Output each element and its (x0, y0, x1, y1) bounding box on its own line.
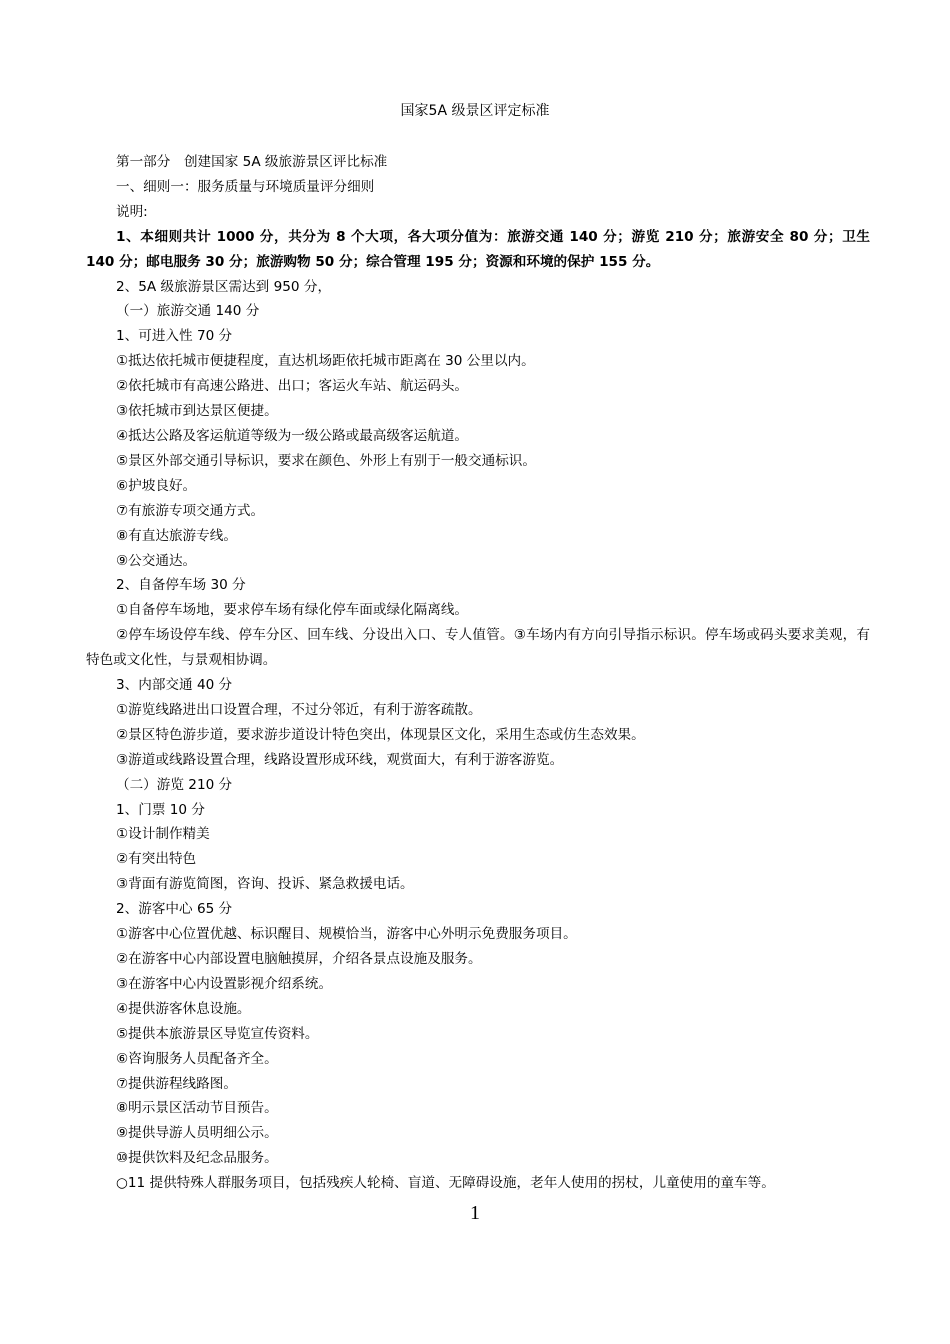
list-item-wrapped: ②停车场设停车线、停车分区、回车线、分设出入口、专人值管。③车场内有方向引导指示标识。停车场或码头要求美观，有特色或文化性，与景观相协调。 (86, 627, 870, 669)
note-label: 说明: (116, 203, 148, 220)
list-item: ⑥护坡良好。 (116, 477, 197, 494)
list-item: ⑧明示景区活动节目预告。 (116, 1100, 278, 1117)
list-item: ④抵达公路及客运航道等级为一级公路或最高级客运航道。 (116, 427, 469, 444)
list-item: ⑩提供饮料及纪念品服务。 (116, 1150, 278, 1167)
list-item: ⑤景区外部交通引导标识，要求在颜色、外形上有别于一般交通标识。 (116, 452, 536, 469)
list-item: ⑦有旅游专项交通方式。 (116, 502, 265, 519)
list-item: ①抵达依托城市便捷程度，直达机场距依托城市距离在 30 公里以内。 (116, 353, 535, 370)
section-heading: 一、细则一：服务质量与环境质量评分细则 (116, 178, 375, 195)
list-item: ④提供游客休息设施。 (116, 1000, 251, 1017)
page-number: 1 (470, 1202, 480, 1224)
list-item: ⑨提供导游人员明细公示。 (116, 1125, 278, 1142)
subheading-ticket: 1、门票 10 分 (116, 801, 205, 818)
page-title: 国家5A 级景区评定标准 (400, 103, 550, 119)
list-item: ①游客中心位置优越、标识醒目、规模恰当，游客中心外明示免费服务项目。 (116, 926, 577, 943)
list-item: ⑥咨询服务人员配备齐全。 (116, 1050, 278, 1067)
category-heading-tour: （二）游览 210 分 (116, 776, 233, 793)
note-paragraph-1: 1、本细则共计 1000 分，共分为 8 个大项，各大项分值为：旅游交通 140 分；游览 210 分；旅游安全 80 分；卫生 140 分；邮电服务 30 分；旅游购物 50 分；综合管理 195 分；资源和环境的保护 155 分。 (86, 228, 870, 270)
list-item: ①自备停车场地，要求停车场有绿化停车面或绿化隔离线。 (116, 602, 469, 619)
list-item: ①设计制作精美 (116, 826, 210, 843)
list-item: ③在游客中心内设置影视介绍系统。 (116, 975, 333, 992)
list-item: ②有突出特色 (116, 851, 197, 868)
list-item: ②在游客中心内部设置电脑触摸屏，介绍各景点设施及服务。 (116, 951, 482, 967)
list-item: ②依托城市有高速公路进、出口；客运火车站、航运码头。 (116, 378, 469, 395)
subheading-internal-traffic: 3、内部交通 40 分 (116, 677, 233, 694)
document-body (86, 150, 870, 1196)
note-paragraph-2: 2、5A 级旅游景区需达到 950 分， (116, 278, 332, 295)
part-heading: 第一部分 创建国家 5A 级旅游景区评比标准 (116, 154, 388, 170)
subheading-accessibility: 1、可进入性 70 分 (116, 328, 233, 345)
list-item: ○11 提供特殊人群服务项目，包括残疾人轮椅、盲道、无障碍设施，老年人使用的拐杖，儿童使用的童车等。 (116, 1175, 775, 1192)
list-item: ⑦提供游程线路图。 (116, 1075, 237, 1092)
subheading-visitor-center: 2、游客中心 65 分 (116, 901, 233, 918)
list-item: ①游览线路进出口设置合理，不过分邻近，有利于游客疏散。 (116, 701, 482, 718)
list-item: ⑤提供本旅游景区导览宣传资料。 (116, 1025, 319, 1042)
list-item: ⑨公交通达。 (116, 552, 197, 569)
subheading-parking: 2、自备停车场 30 分 (116, 577, 246, 594)
list-item: ③背面有游览简图，咨询、投诉、紧急救援电话。 (116, 876, 414, 893)
list-item: ③游道或线路设置合理，线路设置形成环线，观赏面大，有利于游客游览。 (116, 751, 564, 768)
list-item: ⑧有直达旅游专线。 (116, 527, 237, 544)
category-heading-traffic: （一）旅游交通 140 分 (116, 303, 260, 320)
list-item: ③依托城市到达景区便捷。 (116, 403, 278, 420)
list-item: ②景区特色游步道，要求游步道设计特色突出，体现景区文化，采用生态或仿生态效果。 (116, 726, 645, 743)
